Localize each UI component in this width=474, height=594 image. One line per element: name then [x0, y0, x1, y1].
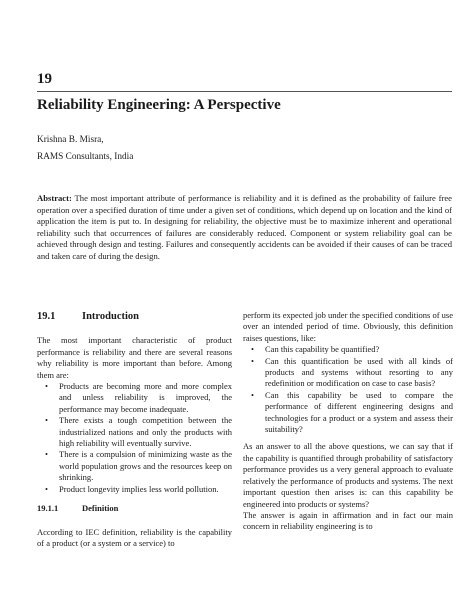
section-heading — [37, 311, 232, 322]
list-item — [251, 355, 453, 390]
intro-paragraph: The most important characteristic of product performance is reliability and there are several reasons why reliability is more important than before. Among them are: — [37, 335, 232, 380]
answer-paragraph: The answer is again in affirmation and in fact our main concern in reliability engineering is to — [243, 509, 453, 532]
chapter-number: 19 — [37, 71, 52, 87]
continuation-paragraph: perform its expected job under the specified conditions of use over an intended period of time. Obviously, this definition raises questions, like: — [243, 310, 453, 343]
bullet-icon: • — [251, 344, 254, 355]
section-title: Introduction — [82, 311, 139, 322]
list-item-text: Can this capability be used to compare the performance of different engineering designs and technologies for a product or a system and assess their suitability? — [265, 389, 453, 435]
questions-list — [243, 344, 453, 435]
list-item-text: There exists a tough competition between the industrialized nations and only the products with high reliability will eventually survive. — [59, 415, 232, 449]
bullet-icon: • — [45, 381, 48, 392]
list-item-text: There is a compulsion of minimizing waste as the world population grows and the resources keep on shrinking. — [59, 449, 232, 483]
bullet-icon: • — [45, 483, 48, 494]
header-rule — [37, 91, 452, 92]
bullet-icon: • — [45, 415, 48, 426]
subsection-heading — [37, 503, 232, 514]
subsection-title: Definition — [82, 503, 119, 514]
list-item — [45, 381, 232, 415]
bullet-icon: • — [251, 355, 254, 366]
abstract — [37, 193, 452, 262]
author-affiliation: RAMS Consultants, India — [37, 152, 134, 162]
chapter-title: Reliability Engineering: A Perspective — [37, 97, 281, 113]
reasons-list — [37, 381, 232, 495]
list-item — [45, 483, 232, 495]
list-item-text: Can this quantification be used with all kinds of products and systems without resorting to any redefinition or modification on case to case basis? — [265, 355, 453, 389]
left-column — [37, 311, 232, 549]
author-name: Krishna B. Misra, — [37, 135, 104, 145]
list-item — [251, 344, 453, 355]
list-item — [251, 389, 453, 436]
list-item-text: Products are becoming more and more complex and unless reliability is improved, the performance may become inadequate. — [59, 381, 232, 414]
bullet-icon: • — [251, 389, 254, 400]
subsection-number: 19.1.1 — [37, 503, 59, 514]
list-item — [45, 449, 232, 483]
right-column — [243, 310, 453, 533]
abstract-label: Abstract: — [37, 193, 72, 203]
list-item-text: Product longevity implies less world pollution. — [59, 483, 219, 494]
list-item — [45, 415, 232, 449]
abstract-text: The most important attribute of performance is reliability and it is defined as the probability of failure free operation over a specified duration of time under a given set of conditions, which depend up on location and the kind of application the item is put to. In designing for reliability, the objective must be to maximize inherent and operational reliability such that occurrences of failures are considerably reduced. Component or system reliability goal can be achieved through design and testing. Failures and consequently accidents can be avoided if their causes of can be traced and taken care of during the design. — [37, 193, 452, 261]
bullet-icon: • — [45, 449, 48, 460]
definition-paragraph: According to IEC definition, reliability is the capability of a product (or a system or a service) to — [37, 526, 232, 548]
answer-paragraph: As an answer to all the above questions, we can say that if the capability is quantified through probability of satisfactory performance provides us a very general approach to evaluate relatively the performance of products and systems. The next important question then arises is: can this capability be engineered into products or systems? — [243, 441, 453, 509]
section-number: 19.1 — [37, 311, 56, 322]
list-item-text: Can this capability be quantified? — [265, 344, 380, 355]
